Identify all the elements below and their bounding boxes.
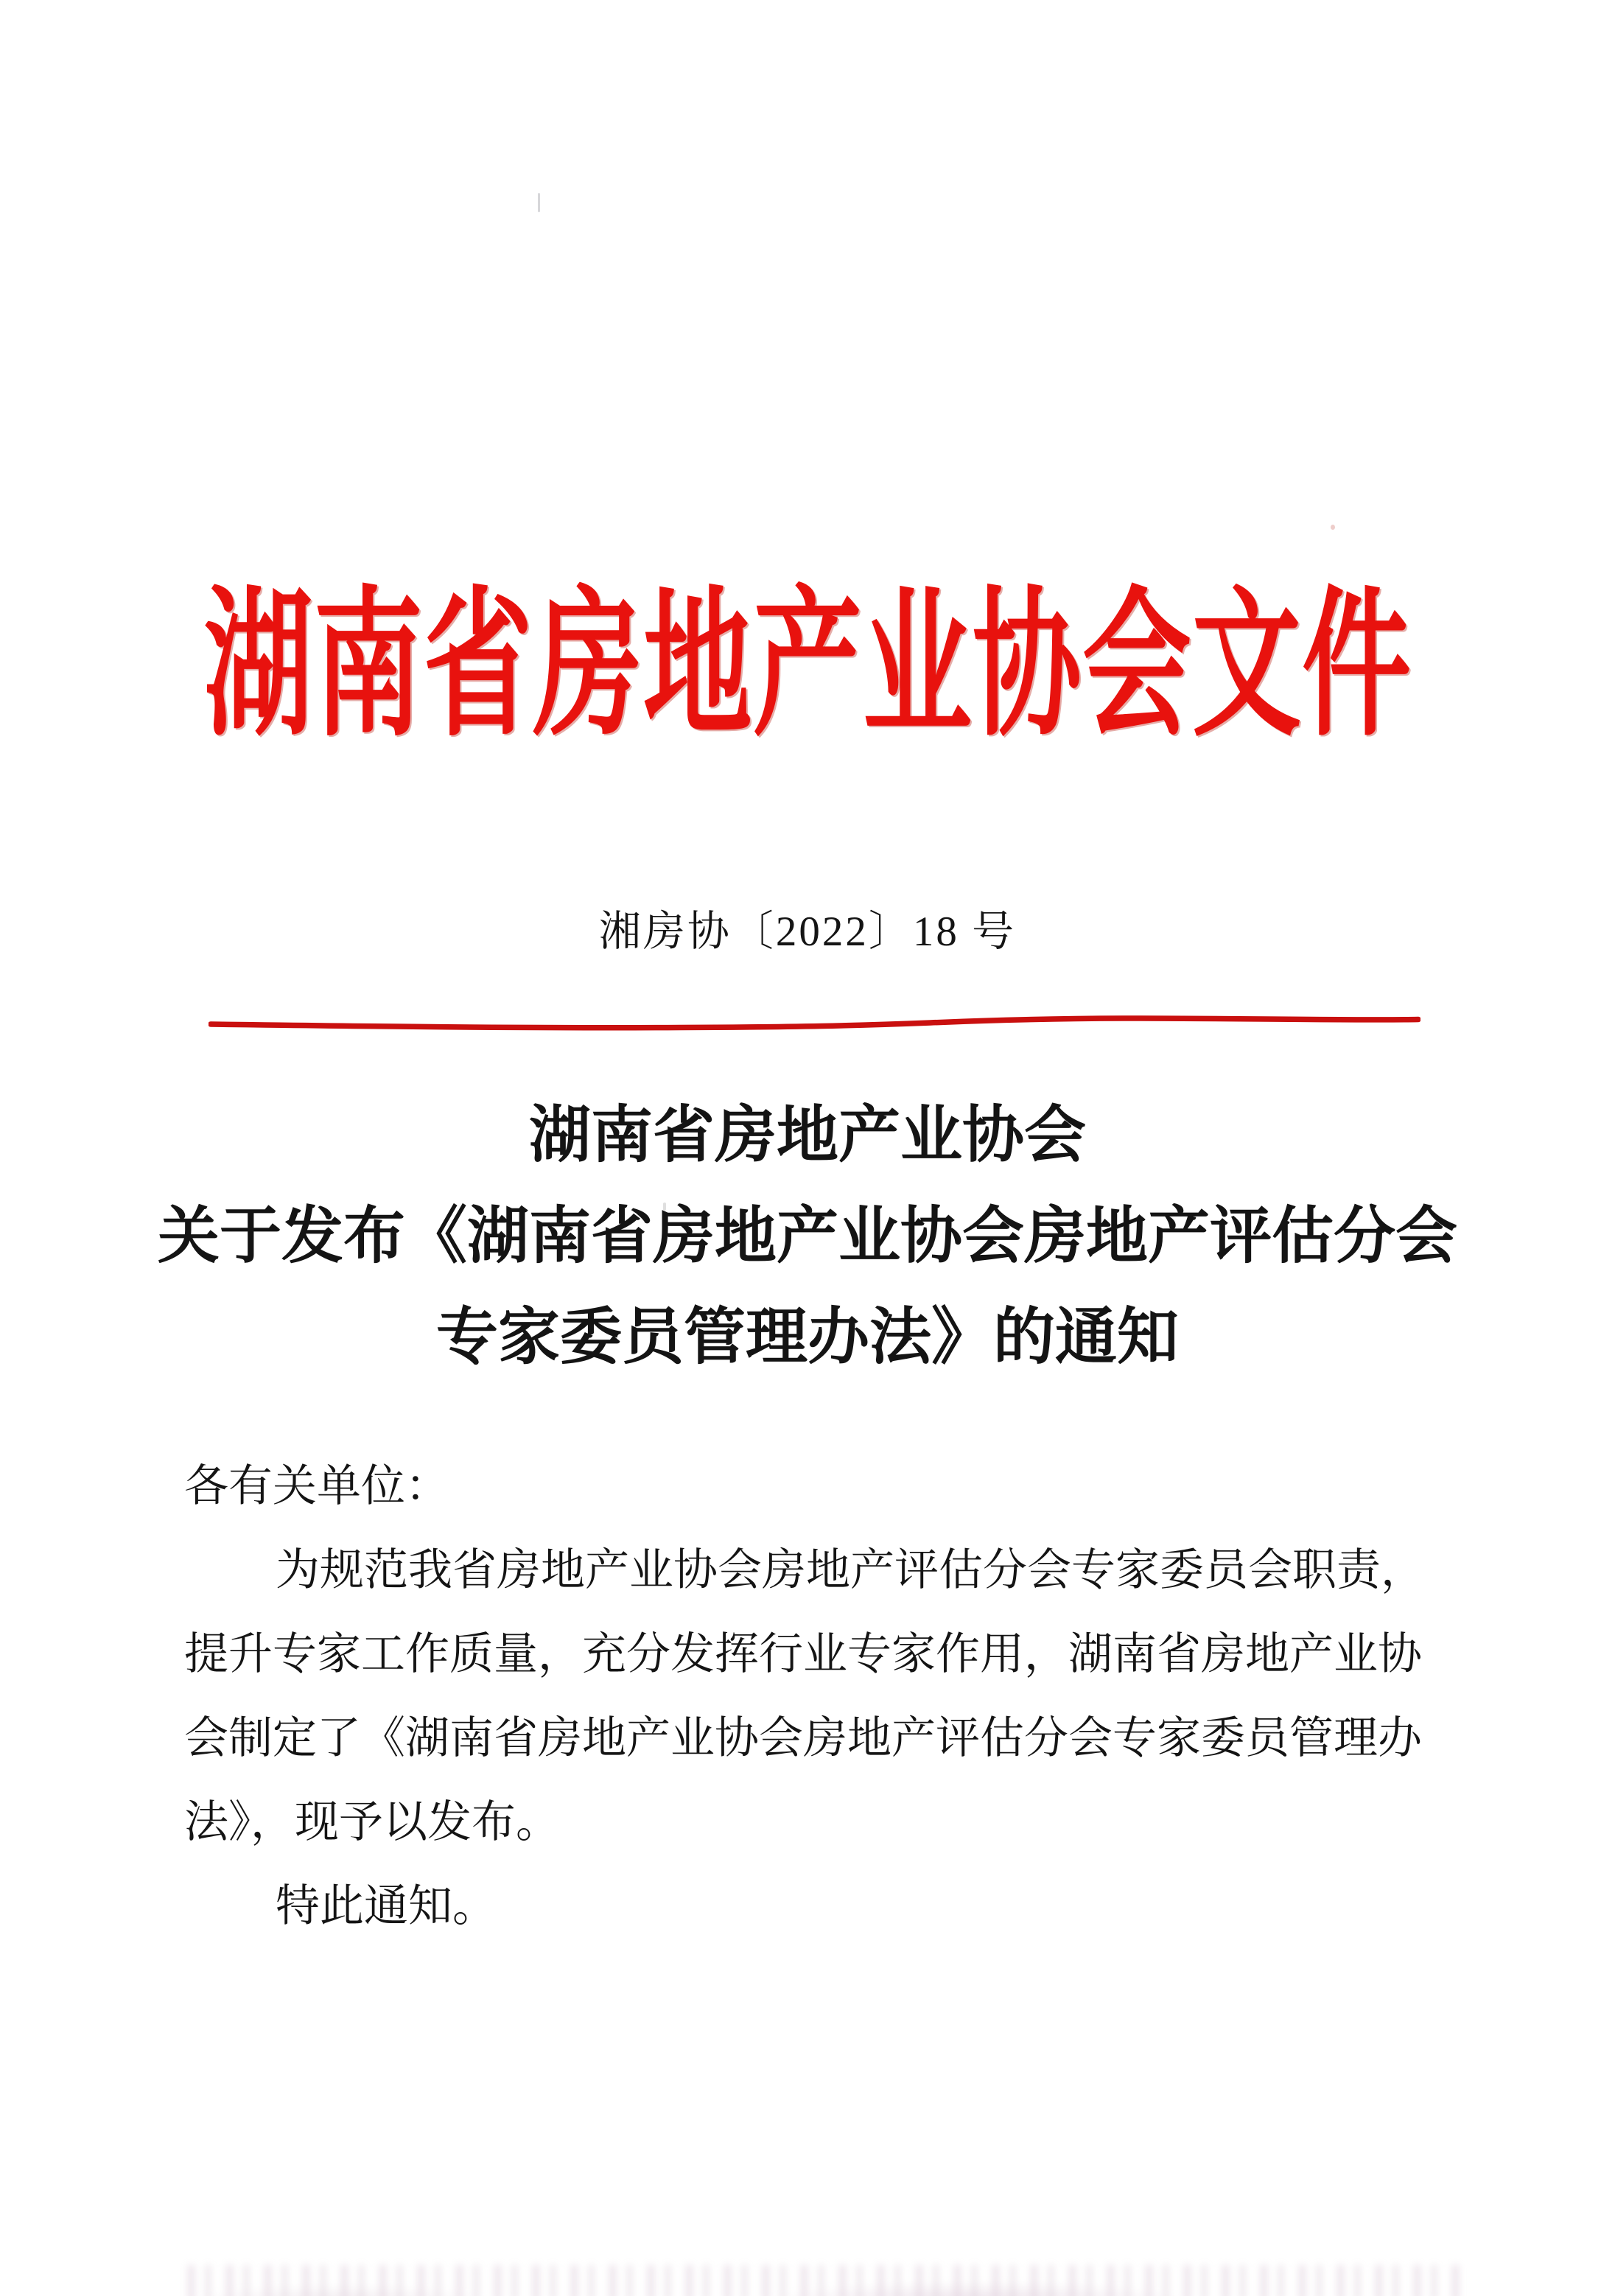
letterhead	[0, 554, 1615, 755]
notice-title	[0, 1085, 1615, 1388]
page-bottom-bleed-through	[188, 2265, 1462, 2296]
red-divider-line	[209, 1014, 1420, 1033]
notice-title-line-3: 专家委员管理办法》的通知	[435, 1303, 1179, 1372]
body-line: 为规范我省房地产业协会房地产评估分会专家委员会职责，	[276, 1546, 1425, 1595]
body-line: 会制定了《湖南省房地产业协会房地产评估分会专家委员管理办	[184, 1714, 1422, 1763]
document-number: 湘房协〔2022〕18 号	[598, 909, 1017, 955]
scan-speck	[663, 1203, 666, 1211]
letterhead-title: 湖南省房地产业协会文件	[203, 577, 1412, 755]
salutation: 各有关单位：	[184, 1462, 449, 1511]
body-line: 提升专家工作质量，充分发挥行业专家作用，湖南省房地产业协	[184, 1630, 1422, 1679]
notice-body	[184, 1444, 1437, 1948]
closing-line: 特此通知。	[276, 1882, 497, 1931]
notice-title-line-1: 湖南省房地产业协会	[528, 1102, 1086, 1170]
notice-title-line-2: 关于发布《湖南省房地产业协会房地产评估分会	[157, 1203, 1457, 1271]
scan-speck	[1331, 525, 1335, 530]
body-line: 法》，现予以发布。	[184, 1798, 560, 1847]
scan-speck	[538, 193, 540, 212]
